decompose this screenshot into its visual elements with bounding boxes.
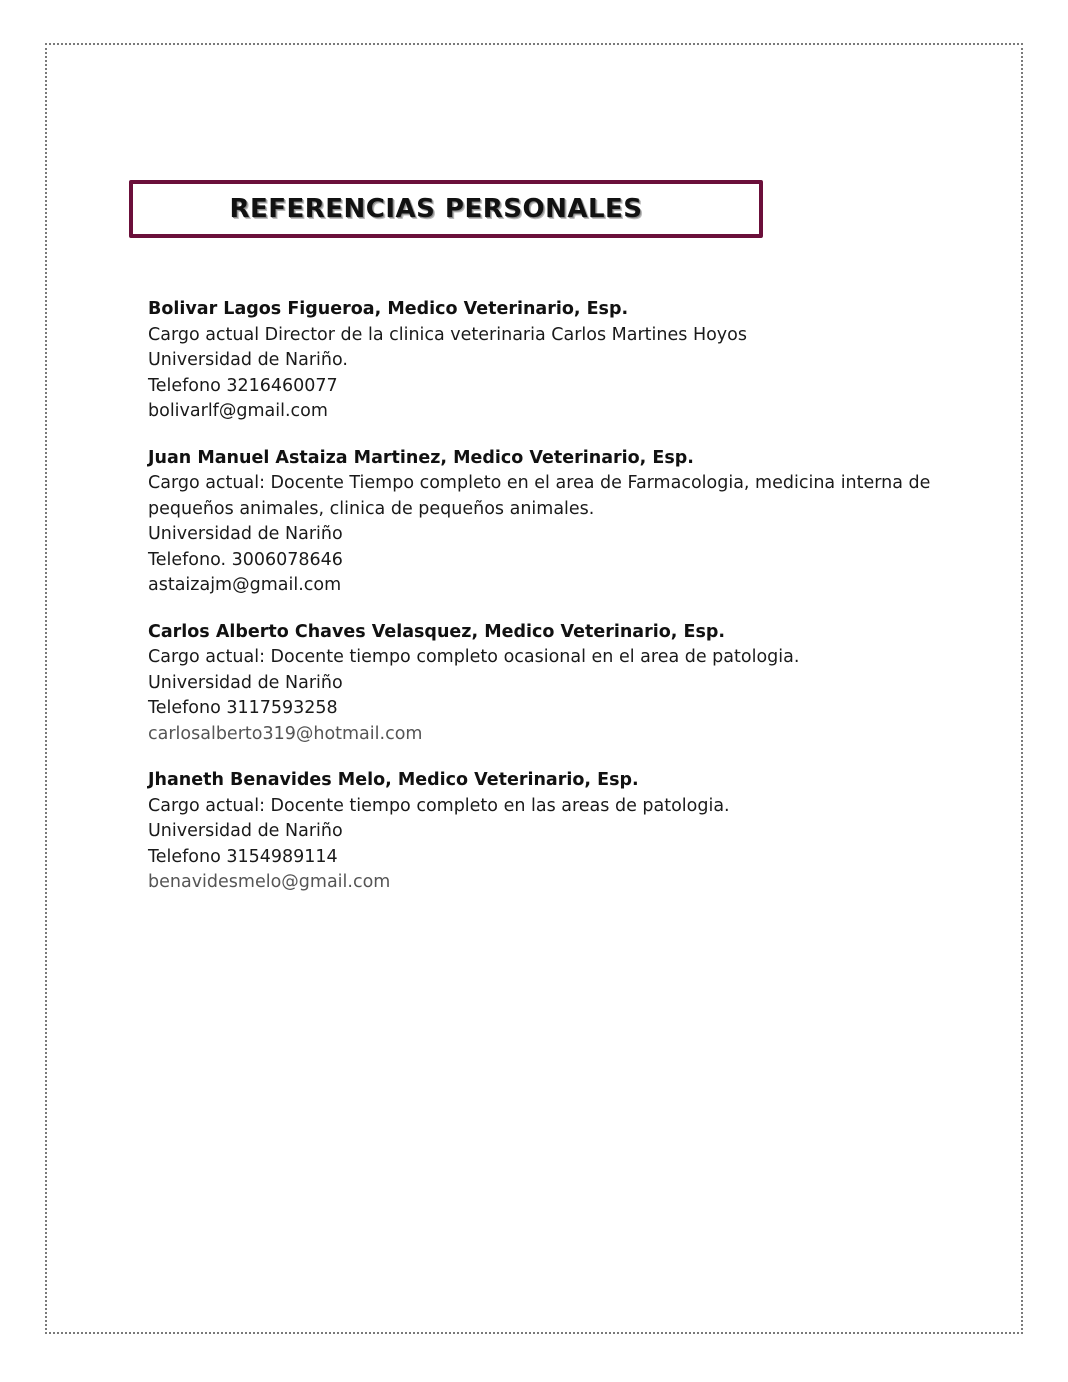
reference-cargo: Cargo actual: Docente Tiempo completo en el area de Farmacologia, medicina interna de pequeños animales, clinica de pequeños animales. — [148, 473, 931, 519]
reference-universidad: Universidad de Nariño — [148, 524, 343, 544]
reference-name: Carlos Alberto Chaves Velasquez, Medico Veterinario, Esp. — [148, 621, 726, 642]
reference-telefono: Telefono 3154989114 — [148, 846, 338, 867]
reference-email[interactable]: bolivarlf@gmail.com — [148, 401, 328, 421]
reference-telefono: Telefono 3117593258 — [148, 698, 338, 718]
reference-item — [148, 768, 938, 896]
reference-email[interactable]: carlosalberto319@hotmail.com — [148, 723, 423, 744]
reference-cargo: Cargo actual Director de la clinica veterinaria Carlos Martines Hoyos — [148, 324, 747, 345]
reference-name: Bolivar Lagos Figueroa, Medico Veterinario, Esp. — [148, 299, 629, 319]
reference-universidad: Universidad de Nariño. — [148, 350, 348, 370]
reference-name: Jhaneth Benavides Melo, Medico Veterinario, Esp. — [148, 770, 639, 790]
reference-item — [148, 446, 938, 599]
reference-name: Juan Manuel Astaiza Martinez, Medico Veterinario, Esp. — [148, 447, 694, 468]
reference-email[interactable]: benavidesmelo@gmail.com — [148, 872, 391, 892]
reference-cargo: Cargo actual: Docente tiempo completo ocasional en el area de patologia. — [148, 647, 800, 667]
reference-telefono: Telefono 3216460077 — [148, 375, 338, 396]
references-list — [148, 297, 938, 917]
reference-email[interactable]: astaizajm@gmail.com — [148, 575, 342, 595]
reference-telefono: Telefono. 3006078646 — [148, 549, 343, 570]
reference-item — [148, 620, 938, 748]
reference-universidad: Universidad de Nariño — [148, 821, 343, 841]
reference-universidad: Universidad de Nariño — [148, 672, 343, 693]
reference-cargo: Cargo actual: Docente tiempo completo en las areas de patologia. — [148, 795, 730, 816]
reference-item — [148, 297, 938, 425]
section-title-box — [129, 180, 763, 238]
section-title: REFERENCIAS PERSONALES — [229, 194, 643, 224]
